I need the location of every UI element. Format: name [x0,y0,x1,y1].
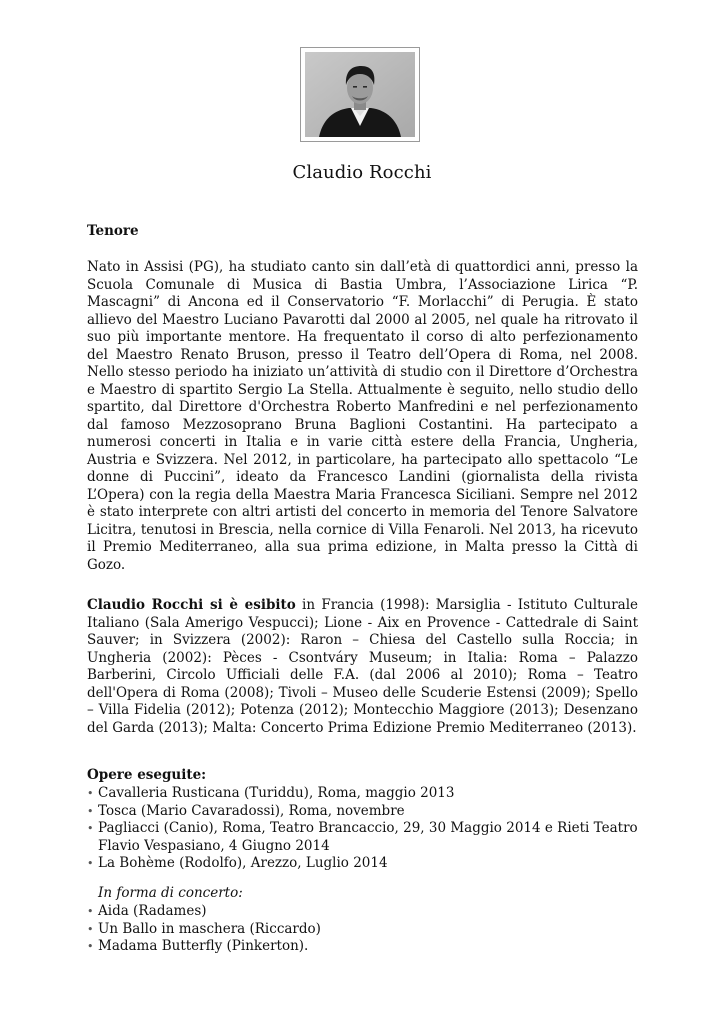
bullet-icon: • [87,787,94,800]
list-item [87,803,639,821]
bullet-icon: • [87,905,94,918]
bullet-icon: • [87,857,94,870]
list-item-text: Pagliacci (Canio), Roma, Teatro Brancaccio, 29, 30 Maggio 2014 e Rieti Teatro Flavio Vespasiano, 4 Giugno 2014 [98,820,638,854]
concert-list [87,903,639,956]
list-item [87,903,639,921]
portrait-photo-frame [300,47,420,142]
list-item [87,938,639,956]
opere-heading: Opere eseguite: [87,767,207,783]
performances-paragraph [87,597,638,737]
list-item-text: Aida (Radames) [98,903,207,919]
list-item-text: Cavalleria Rusticana (Turiddu), Roma, maggio 2013 [98,785,455,801]
list-item-text: Tosca (Mario Cavaradossi), Roma, novembre [98,802,405,819]
bullet-icon: • [87,822,94,835]
portrait-photo [305,52,415,137]
list-item-text: Un Ballo in maschera (Riccardo) [98,920,321,937]
performances-text: in Francia (1998): Marsiglia - Istituto Culturale Italiano (Sala Amerigo Vespucci); Lione - Aix en Provence - Cattedrale di Saint Sauver; in Svizzera (2002): Raron – Chiesa del Castello sulla Roccia; in Ungheria (2002): Pèces - Csontváry Museum; in Italia: Roma – Palazzo Barberini, Circolo Ufficiali delle F.A. (dal 2006 al 2010); Roma – Teatro dell'Opera di Roma (2008); Tivoli – Museo delle Scuderie Estensi (2009); Spello – Villa Fidelia (2012); Potenza (2012); Montecchio Maggiore (2013); Desenzano del Garda (2013); Malta: Concerto Prima Edizione Premio Mediterraneo (2013). [87,597,639,736]
list-item-text: La Bohème (Rodolfo), Arezzo, Luglio 2014 [98,855,388,871]
list-item [87,820,639,855]
role-heading: Tenore [87,223,139,239]
bullet-icon: • [87,804,94,818]
concert-heading: In forma di concerto: [98,885,243,901]
bullet-icon: • [87,940,94,953]
list-item [87,855,639,873]
page-title: Claudio Rocchi [292,162,432,183]
opere-list [87,785,639,873]
list-item-text: Madama Butterfly (Pinkerton). [98,938,309,954]
list-item [87,785,639,803]
bullet-icon: • [87,922,94,936]
performances-lead: Claudio Rocchi si è esibito [87,597,296,613]
list-item [87,921,639,939]
biography-paragraph: Nato in Assisi (PG), ha studiato canto sin dall’età di quattordici anni, presso la Scuola Comunale di Musica di Bastia Umbra, l’Associazione Lirica “P. Mascagni” di Ancona ed il Conservatorio “F. Morlacchi” di Perugia. È stato allievo del Maestro Luciano Pavarotti dal 2000 al 2005, nel quale ha ritrovato il suo più importante mentore. Ha frequentato il corso di alto perfezionamento del Maestro Renato Bruson, presso il Teatro dell’Opera di Roma, nel 2008. Nello stesso periodo ha iniziato un’attività di studio con il Direttore d’Orchestra e Maestro di spartito Sergio La Stella. Attualmente è seguito, nello studio dello spartito, dal Direttore d'Orchestra Roberto Manfredini e nel perfezionamento dal famoso Mezzosoprano Bruna Baglioni Costantini. Ha partecipato a numerosi concerti in Italia e in varie città estere della Francia, Ungheria, Austria e Svizzera. Nel 2012, in particolare, ha partecipato allo spettacolo “Le donne di Puccini”, ideato da Francesco Landini (giornalista della rivista L’Opera) con la regia della Maestra Maria Francesca Siciliani. Sempre nel 2012 è stato interprete con altri artisti del concerto in memoria del Tenore Salvatore Licitra, tenutosi in Brescia, nella cornice di Villa Fenaroli. Nel 2013, ha ricevuto il Premio Mediterraneo, alla sua prima edizione, in Malta presso la Città di Gozo. [87,259,638,573]
